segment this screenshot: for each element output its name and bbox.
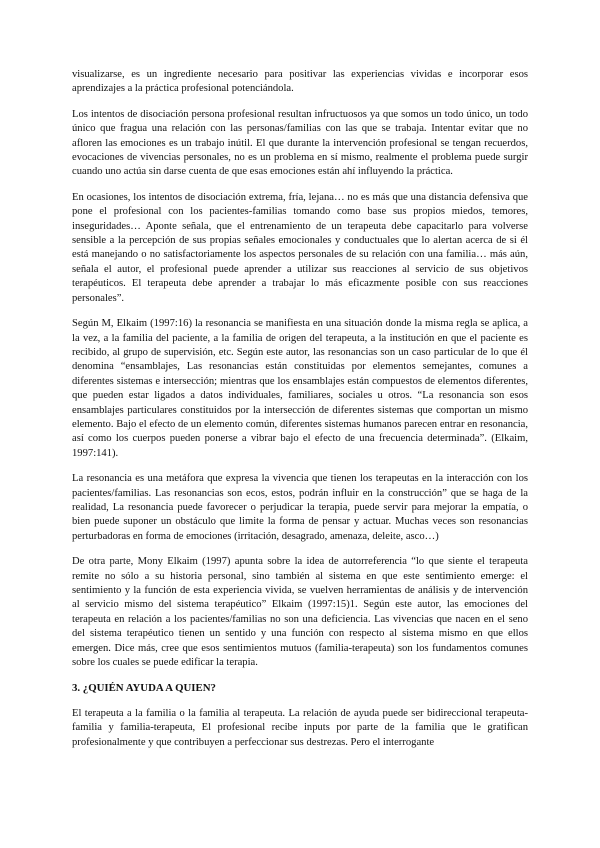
paragraph-3: En ocasiones, los intentos de disociación extrema, fría, lejana… no es más que una distancia defensiva que pone el profesional con los pacientes-familias tomando como base sus propios miedos, temores, inseguridades… Aponte señala, que el entrenamiento de un terapeuta debe capacitarlo para volverse sensible a la percepción de sus propias señales emocionales y conductuales que lo alertan acerca de si él está manejando o no satisfactoriamente los aspectos personales de su relación con una familia… más aún, señala el autor, el profesional puede aprender a utilizar sus reacciones al servicio de sus objetivos terapéuticos. El terapeuta debe aprender a trabajar lo más eficazmente posible con sus reacciones personales”. bbox=[72, 191, 528, 304]
paragraph-5: La resonancia es una metáfora que expresa la vivencia que tienen los terapeutas en la interacción con los pacientes/familias. Las resonancias son ecos, estos, podrán influir en la construcción” que se haga de la realidad, La resonancia puede favorecer o perjudicar la terapia, puede servir para mejorar la empatía, o bien puede suponer un obstáculo que limite la forma de pensar y actuar. Muchas veces son resonancias perturbadoras en forma de emociones (irritación, desagrado, amenaza, deleite, asco…) bbox=[72, 473, 528, 542]
paragraph-6: De otra parte, Mony Elkaim (1997) apunta sobre la idea de autorreferencia “lo que siente el terapeuta remite no sólo a su historia personal, sino también al sistema en que este sentimiento emerge: el sentimiento y la función de esta experiencia vivida, se vuelven herramientas de análisis y de intervención al servicio mismo del sistema terapéutico” Elkaim (1997:15)1. Según este autor, las emociones del terapeuta en relación a los pacientes/familias no son una deficiencia. Las vivencias que nacen en el seno del sistema terapéutico tienen un sentido y una función con respecto al sistema mismo en que ellos emergen. Dice más, cree que esos sentimientos mutuos (familia-terapeuta) son los fundamentos comunes sobre los cuales se puede edificar la terapia. bbox=[72, 556, 528, 669]
paragraph-4: Según M, Elkaim (1997:16) la resonancia se manifiesta en una situación donde la misma regla se aplica, a la vez, a la familia del paciente, a la familia de origen del terapeuta, a la institución en que el paciente es recibido, al grupo de supervisión, etc. Según este autor, las resonancias son un caso particular de lo que él denomina “ensamblajes, Las resonancias están constituidas por elementos semejantes, comunes a diferentes sistemas e intersección; mientras que los ensamblajes están compuestos de elementos diferentes, que pueden estar ligados a datos individuales, familiares, sociales u otros. “La resonancia son esos ensamblajes particulares constituidos por la intersección de diferentes sistemas que comportan un mismo elemento. Bajo el efecto de un elemento común, diferentes sistemas humanos parecen entrar en resonancia, así como los cuerpos pueden ponerse a vibrar bajo el efecto de una frecuencia determinada”. (Elkaim, 1997:141). bbox=[72, 318, 528, 459]
paragraph-7: El terapeuta a la familia o la familia al terapeuta. La relación de ayuda puede ser bidireccional terapeuta-familia y familia-terapeuta, El profesional recibe inputs por parte de la familia que le gratifican profesionalmente y que contribuyen a perfeccionar sus destrezas. Pero el interrogante bbox=[72, 707, 528, 748]
section-heading: 3. ¿QUIÉN AYUDA A QUIEN? bbox=[72, 682, 216, 695]
paragraph-2: Los intentos de disociación persona profesional resultan infructuosos ya que somos un todo único, un todo único que fragua una relación con las personas/familias con las que se trabaja. Intentar evitar que no afloren las emociones es un trabajo inútil. El que durante la intervención profesional se tengan recuerdos, evocaciones de vivencias personales, no es un problema en sí mismo, realmente el problema puede surgir cuando uno actúa sin darse cuenta de que esas emociones están ahí influyendo la práctica. bbox=[72, 108, 528, 178]
paragraph-1: visualizarse, es un ingrediente necesario para positivar las experiencias vividas e incorporar esos aprendizajes a la práctica profesional potenciándola. bbox=[72, 69, 528, 95]
